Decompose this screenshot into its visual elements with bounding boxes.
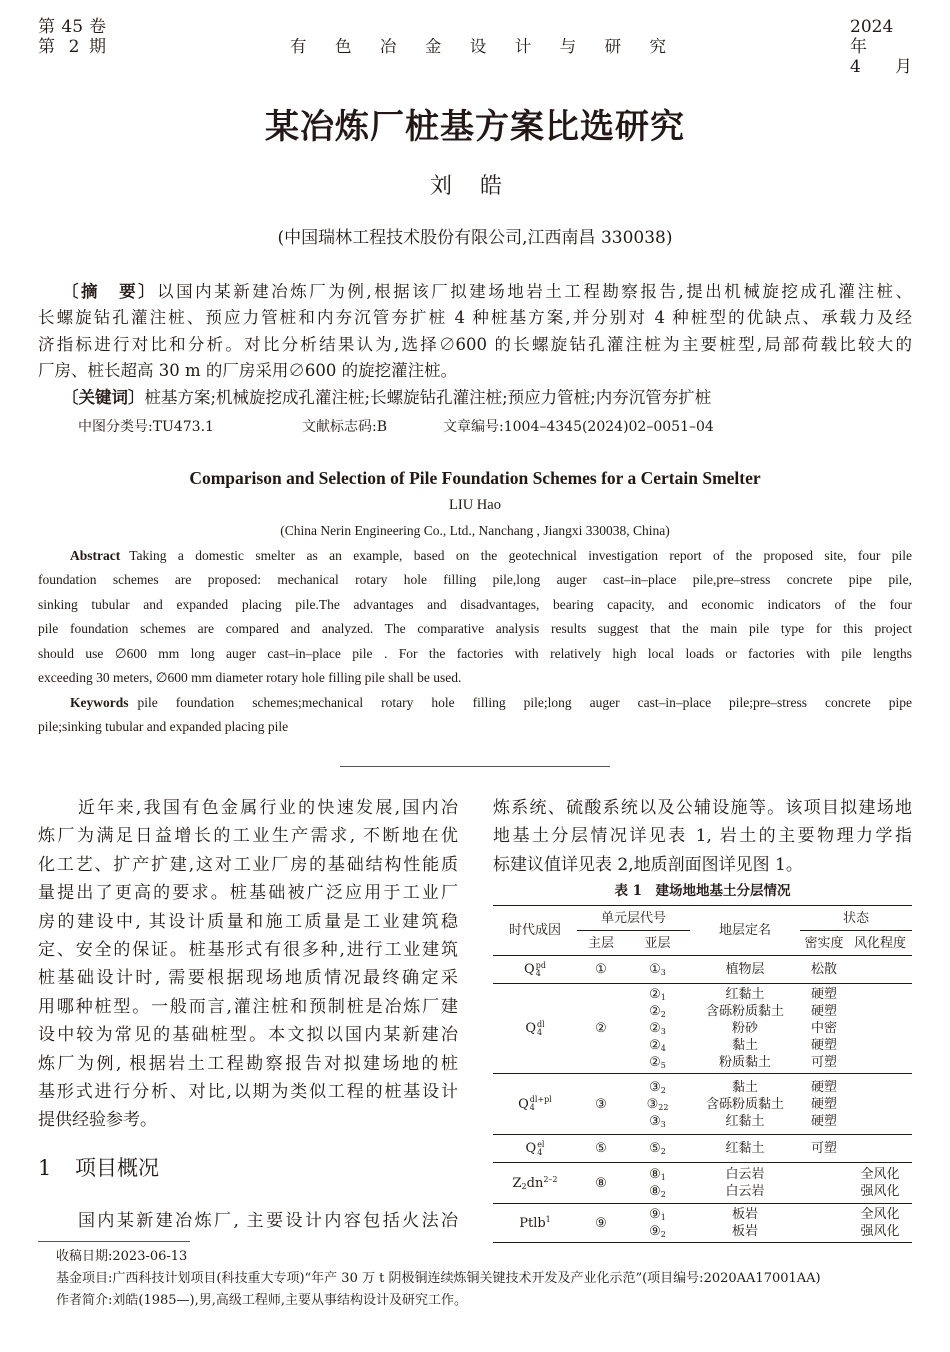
era-sup: pd <box>535 960 546 970</box>
sublayer-index: 3 <box>660 1027 666 1036</box>
stratum-name: 含砾粉质黏土 <box>706 1096 785 1112</box>
abstract-en <box>38 544 912 690</box>
stratum-name: 粉质黏土 <box>719 1055 772 1070</box>
header-name: 地层定名 <box>719 923 772 938</box>
sublayer-index: 2 <box>660 1230 666 1239</box>
era-cell <box>493 1135 577 1163</box>
era-scripts <box>530 1096 552 1112</box>
weathering-cell <box>848 1204 912 1243</box>
body-line: 量提出了更高的要求。桩基础被广泛应用于工业厂 <box>38 883 458 904</box>
era-scripts <box>537 1021 545 1037</box>
stratum-name-cell <box>690 1163 800 1204</box>
body-line: 炼厂为例, 根据岩土工程勘察报告对拟建场地的桩 <box>38 1053 458 1074</box>
sublayer-code <box>625 1183 690 1200</box>
body-line: 地基土分层情况详见表 1, 岩土的主要物理力学指 <box>493 826 912 847</box>
abstract-cn-line <box>62 279 912 305</box>
issue-label: 第 2 期 <box>38 37 106 57</box>
sublayer-cell <box>625 984 690 1074</box>
era-scripts <box>536 962 546 978</box>
body-line: 设中较为常见的基础桩型。本文拟以国内某新建冶 <box>38 1025 458 1046</box>
era-sub: 4 <box>529 1103 535 1112</box>
table-caption: 表 1 建场地地基土分层情况 <box>614 883 791 899</box>
stratum-name-cell <box>690 1074 800 1135</box>
sublayer-index: 3 <box>660 968 666 977</box>
era-cell <box>493 1163 577 1204</box>
sublayer-cell <box>625 1135 690 1163</box>
table-row <box>493 1204 912 1243</box>
sublayer-mark: ⑤ <box>649 1141 661 1156</box>
era-sup: dl+pl <box>529 1095 552 1104</box>
era-sub: 4 <box>535 968 541 978</box>
weathering-value: 全风化 <box>860 1207 900 1222</box>
stratum-name: 黏土 <box>732 1038 759 1053</box>
author-name-en: LIU Hao <box>449 497 501 513</box>
stratum-name-cell <box>690 1204 800 1243</box>
sublayer-mark: ② <box>649 1055 661 1070</box>
stratum-name: 白云岩 <box>725 1167 765 1182</box>
body-line: 化工艺、扩产扩建,这对工业厂房的基础结构性能质 <box>38 854 458 875</box>
era-base: Q <box>518 1096 529 1112</box>
weathering-cell <box>848 956 912 984</box>
sublayer-index: 1 <box>660 993 666 1002</box>
era-cell <box>493 1074 577 1135</box>
header-state: 状态 <box>800 906 912 931</box>
sublayer-mark: ③ <box>646 1096 659 1112</box>
sublayer-code <box>625 961 690 978</box>
era-sup: 2–2 <box>543 1174 558 1184</box>
sublayer-mark: ⑧ <box>649 1184 661 1199</box>
era-sup: dl <box>536 1019 545 1029</box>
section-number: 1 <box>38 1156 52 1180</box>
sublayer-mark: ③ <box>649 1113 661 1129</box>
sublayer-mark: ⑨ <box>649 1207 661 1222</box>
keywords-en <box>38 691 912 740</box>
affiliation: (中国瑞林工程技术股份有限公司,江西南昌 330038) <box>277 228 673 248</box>
paper-title: 某冶炼厂桩基方案比选研究 <box>265 107 685 147</box>
paper-title-en: Comparison and Selection of Pile Foundation Schemes for a Certain Smelter <box>189 468 761 488</box>
keywords-en-label: Keywords <box>70 695 129 710</box>
density-cell <box>800 1074 848 1135</box>
density-cell <box>800 1163 848 1204</box>
abstract-cn-label: 〔摘 要〕 <box>62 282 158 301</box>
table-row <box>493 1074 912 1135</box>
author-bio: 作者简介:刘皓(1985—),男,高级工程师,主要从事结构设计及研究工作。 <box>56 1293 468 1308</box>
era-sub: 2 <box>521 1181 527 1191</box>
abstract-en-line: foundation schemes are proposed: mechanical rotary hole filling pile,long auger cast–in–place pile,pre–stress concrete pipe pile, <box>38 572 912 588</box>
body-line: 炼厂为满足日益增长的工业生产需求, 不断地在优 <box>38 826 458 847</box>
abstract-en-text: Taking a domestic smelter as an example, based on the geotechnical investigation report of the proposed site, four pile <box>129 548 912 563</box>
era-tail: dn <box>526 1175 544 1191</box>
volume-label: 第 45 卷 <box>38 17 106 37</box>
stratum-name: 板岩 <box>732 1207 759 1222</box>
keywords-en-text: pile foundation schemes;mechanical rotary hole filling pile;long auger cast–in–place pile;pre–stress concrete pipe <box>137 695 912 710</box>
abstract-en-line <box>70 544 912 568</box>
keywords-en-line: pile;sinking tubular and expanded placing pile <box>38 719 289 735</box>
body-line: 桩基础设计时, 需要根据现场地质情况最终确定采 <box>38 968 458 989</box>
table-row <box>493 984 912 1074</box>
footnotes <box>56 1246 912 1312</box>
body-line: 定、安全的保证。桩基形式有很多种,进行工业建筑 <box>38 940 458 961</box>
sublayer-code <box>625 1113 690 1130</box>
weathering-cell <box>848 1135 912 1163</box>
keywords-cn-text: 桩基方案;机械旋挖成孔灌注桩;长螺旋钻孔灌注桩;预应力管桩;内夯沉管夯扩桩 <box>144 388 712 407</box>
sublayer-index: 1 <box>660 1173 666 1182</box>
sublayer-code <box>625 1140 690 1157</box>
stratum-name-cell <box>690 956 800 984</box>
clc-number: 中图分类号:TU473.1 <box>78 419 214 435</box>
density-value: 松散 <box>811 962 838 977</box>
sublayer-mark: ② <box>649 987 661 1002</box>
sublayer-code <box>625 1223 690 1240</box>
section-divider <box>340 766 610 767</box>
density-value: 可塑 <box>811 1055 838 1070</box>
main-layer-cell: ① <box>595 962 607 977</box>
abstract-en-line: should use ∅600 mm long auger cast–in–place pile . For the factories with relatively high local loads or factories with pile lengths <box>38 645 912 661</box>
header-weathering: 风化程度 <box>854 935 907 951</box>
section1-paragraph <box>38 1207 458 1235</box>
document-code: 文献标志码:B <box>302 419 388 435</box>
stratum-name: 植物层 <box>725 962 765 977</box>
header-main: 主层 <box>587 935 614 951</box>
era-base: Q <box>525 1141 537 1156</box>
sublayer-code <box>625 1206 690 1223</box>
era-sub: 4 <box>537 1147 543 1157</box>
abstract-cn-line: 厂房、桩长超高 30 m 的厂房采用∅600 的旋挖灌注桩。 <box>38 360 458 380</box>
stratum-name-cell <box>690 1135 800 1163</box>
main-layer-cell: ⑤ <box>595 1141 607 1156</box>
keywords-cn <box>62 387 912 409</box>
era-cell <box>493 956 577 984</box>
main-layer-cell: ③ <box>595 1096 607 1112</box>
body-line: 提供经验参考。 <box>38 1110 157 1131</box>
density-cell <box>800 1204 848 1243</box>
fund-info: 基金项目:广西科技计划项目(科技重大专项)“年产 30 万 t 阴极铜连续炼铜关键技术开发及产业化示范”(项目编号:2020AA17001AA) <box>56 1271 821 1286</box>
sublayer-code <box>625 1037 690 1054</box>
main-layer-cell: ② <box>595 1021 607 1036</box>
sublayer-mark: ⑧ <box>649 1167 661 1182</box>
density-cell <box>800 984 848 1074</box>
section-title: 项目概况 <box>75 1156 159 1180</box>
header-sub: 亚层 <box>644 935 671 951</box>
abstract-cn-line: 济指标进行对比和分析。对比分析结果认为,选择∅600 的长螺旋钻孔灌注桩为主要桩型,局部荷载比较大的 <box>38 334 912 354</box>
sublayer-mark: ② <box>649 1004 661 1019</box>
body-line: 炼系统、硫酸系统以及公辅设施等。该项目拟建场地 <box>493 798 912 818</box>
sublayer-code <box>625 986 690 1003</box>
stratum-name-cell <box>690 984 800 1074</box>
sublayer-mark: ⑨ <box>649 1224 661 1239</box>
year-label: 2024 年 <box>850 17 894 57</box>
density-value: 中密 <box>811 1021 838 1036</box>
stratum-name: 粉砂 <box>732 1021 759 1036</box>
sublayer-index: 1 <box>660 1213 666 1222</box>
density-value: 硬塑 <box>811 1113 838 1129</box>
abstract-en-line: pile foundation schemes are compared and analyzed. The comparative analysis results suggest that the main pile type for this project <box>38 621 912 637</box>
sublayer-mark: ① <box>649 962 661 977</box>
sublayer-cell <box>625 1163 690 1204</box>
weathering-cell <box>848 984 912 1074</box>
month-label: 4 月 <box>850 57 912 77</box>
received-date: 收稿日期:2023-06-13 <box>56 1249 188 1264</box>
affiliation-en: (China Nerin Engineering Co., Ltd., Nanchang , Jiangxi 330038, China) <box>280 523 670 538</box>
weathering-value: 强风化 <box>860 1224 900 1239</box>
soil-layer-table <box>493 905 912 1243</box>
sublayer-index: 22 <box>658 1102 669 1112</box>
era-base: Z <box>512 1175 522 1191</box>
sublayer-index: 3 <box>660 1119 666 1129</box>
weathering-cell <box>848 1074 912 1135</box>
era-base: Q <box>524 962 535 977</box>
body-line: 用哪种桩型。一般而言,灌注桩和预制桩是冶炼厂建 <box>38 996 458 1017</box>
era-cell <box>493 1204 577 1243</box>
stratum-name: 白云岩 <box>725 1184 765 1199</box>
abstract-en-label: Abstract <box>70 548 121 563</box>
density-value: 硬塑 <box>811 987 838 1002</box>
journal-name: 有色冶金设计与研究 <box>290 37 666 56</box>
density-value: 硬塑 <box>811 1079 838 1095</box>
body-line: 房的建设中, 其设计质量和施工质量是工业建筑稳 <box>38 911 458 932</box>
sublayer-mark: ③ <box>649 1079 661 1095</box>
era-sup: el <box>537 1139 545 1149</box>
sublayer-cell <box>625 1074 690 1135</box>
table-row <box>493 1163 912 1204</box>
sublayer-index: 2 <box>660 1010 666 1019</box>
weathering-value: 全风化 <box>860 1167 900 1182</box>
sublayer-code <box>625 1020 690 1037</box>
sublayer-cell <box>625 956 690 984</box>
body-line: 基形式进行分析、对比,以期为类似工程的桩基设计 <box>38 1082 458 1103</box>
table-header-row <box>493 906 912 931</box>
article-id: 文章编号:1004–4345(2024)02–0051–04 <box>443 419 714 435</box>
era-base: Ptlb <box>519 1215 546 1231</box>
body-line: 标建议值详见表 2,地质剖面图详见图 1。 <box>493 854 803 875</box>
density-value: 硬塑 <box>811 1096 838 1112</box>
main-layer-cell: ⑨ <box>595 1215 607 1231</box>
abstract-cn-line: 长螺旋钻孔灌注桩、预应力管桩和内夯沉管夯扩桩 4 种桩基方案,并分别对 4 种桩型的优缺点、承载力及经 <box>38 308 912 328</box>
weathering-cell <box>848 1163 912 1204</box>
sublayer-cell <box>625 1204 690 1243</box>
weathering-value: 强风化 <box>860 1184 900 1199</box>
stratum-name: 红黏土 <box>725 1113 765 1129</box>
header-density: 密实度 <box>804 935 844 951</box>
keywords-en-line <box>70 691 912 715</box>
body-line: 国内某新建冶炼厂, 主要设计内容包括火法冶 <box>78 1211 458 1231</box>
era-scripts <box>537 1141 544 1157</box>
abstract-en-line: sinking tubular and expanded placing pile.The advantages and disadvantages, bearing capacity, and economic indicators of the four <box>38 596 912 612</box>
abstract-en-line: exceeding 30 meters, ∅600 mm diameter rotary hole filling pile shall be used. <box>38 670 462 686</box>
density-value: 可塑 <box>811 1141 838 1156</box>
era-sub: 4 <box>536 1027 543 1037</box>
sublayer-code <box>625 1096 690 1113</box>
sublayer-index: 2 <box>660 1147 666 1156</box>
density-value: 硬塑 <box>811 1038 838 1053</box>
abstract-cn <box>38 279 912 384</box>
era-sup: 1 <box>545 1214 551 1224</box>
sublayer-code <box>625 1054 690 1071</box>
body-line: 近年来,我国有色金属行业的快速发展,国内冶 <box>78 798 458 818</box>
table-row <box>493 1135 912 1163</box>
sublayer-index: 2 <box>660 1190 666 1199</box>
header-unit: 单元层代号 <box>577 906 690 931</box>
right-column-paragraph <box>493 794 912 879</box>
author-name: 刘皓 <box>430 174 502 199</box>
stratum-name: 红黏土 <box>725 1141 765 1156</box>
era-base: Q <box>525 1021 536 1036</box>
main-layer-cell: ⑧ <box>595 1175 607 1191</box>
header-era: 时代成因 <box>508 923 561 938</box>
footnote-rule <box>38 1241 190 1242</box>
sublayer-index: 5 <box>660 1061 666 1070</box>
sublayer-code <box>625 1079 690 1096</box>
section-heading <box>38 1155 458 1181</box>
sublayer-index: 2 <box>660 1085 666 1095</box>
stratum-name: 板岩 <box>732 1224 759 1239</box>
table-row <box>493 956 912 984</box>
abstract-cn-text: 以国内某新建冶炼厂为例,根据该厂拟建场地岩土工程勘察报告,提出机械旋挖成孔灌注桩、 <box>157 282 913 301</box>
running-header-right <box>850 17 912 77</box>
sublayer-mark: ② <box>649 1021 661 1036</box>
density-cell <box>800 956 848 984</box>
intro-paragraph <box>38 794 458 1135</box>
sublayer-mark: ② <box>649 1038 661 1053</box>
density-cell <box>800 1135 848 1163</box>
density-value: 硬塑 <box>811 1004 838 1019</box>
stratum-name: 黏土 <box>732 1079 759 1095</box>
sublayer-code <box>625 1003 690 1020</box>
sublayer-code <box>625 1166 690 1183</box>
keywords-cn-label: 〔关键词〕 <box>62 388 145 407</box>
era-cell <box>493 984 577 1074</box>
sublayer-index: 4 <box>660 1044 666 1053</box>
stratum-name: 红黏土 <box>725 987 765 1002</box>
running-header-left <box>38 17 106 57</box>
stratum-name: 含砾粉质黏土 <box>706 1004 785 1019</box>
